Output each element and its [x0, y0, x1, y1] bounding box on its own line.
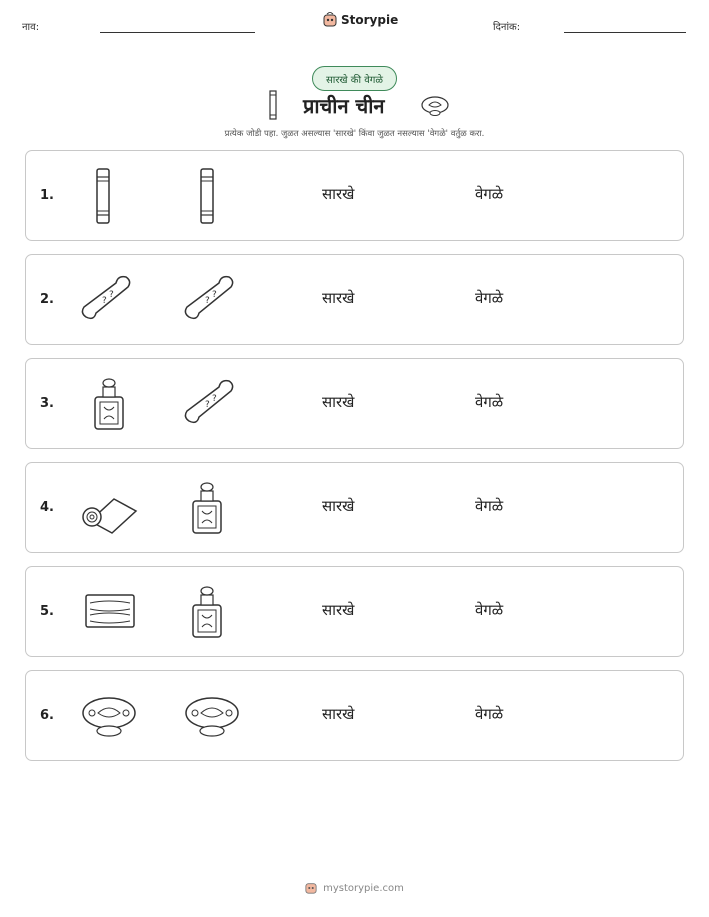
instructions: प्रत्येक जोडी पहा. जुळत असल्यास 'सारखे' किंवा जुळत नसल्यास 'वेगळे' वर्तुळ करा.	[224, 129, 485, 139]
question-number: 4.	[40, 500, 54, 515]
different-option[interactable]: वेगळे	[475, 705, 504, 723]
question-number: 3.	[40, 396, 54, 411]
same-option[interactable]: सारखे	[322, 393, 355, 411]
worksheet-tag: सारखे की वेगळे	[312, 66, 397, 91]
different-option[interactable]: वेगळे	[475, 601, 504, 619]
question-row	[25, 566, 684, 657]
different-option[interactable]: वेगळे	[475, 289, 504, 307]
question-row	[25, 254, 684, 345]
page-title: प्राचीन चीन	[303, 94, 385, 118]
perfume-bottle-icon	[176, 581, 238, 643]
perfume-bottle-icon	[78, 373, 140, 435]
different-option[interactable]: वेगळे	[475, 393, 504, 411]
question-number: 6.	[40, 708, 54, 723]
turtle-shell-icon	[420, 95, 450, 117]
same-option[interactable]: सारखे	[322, 497, 355, 515]
turtle-shell-icon	[78, 685, 140, 747]
scroll-icon	[268, 90, 278, 120]
svg-text:?: ?	[212, 394, 217, 404]
same-option[interactable]: सारखे	[322, 705, 355, 723]
storypie-mascot-icon	[323, 12, 337, 28]
svg-text:?: ?	[109, 290, 114, 300]
question-number: 5.	[40, 604, 54, 619]
brand-logo	[323, 12, 398, 28]
scroll-icon	[176, 165, 238, 227]
name-line[interactable]	[100, 32, 255, 33]
question-row	[25, 462, 684, 553]
footer	[0, 881, 709, 895]
question-row	[25, 358, 684, 449]
date-line[interactable]	[564, 32, 686, 33]
scroll-icon	[72, 165, 134, 227]
svg-text:?: ?	[212, 290, 217, 300]
wooden-tablet-icon	[78, 581, 140, 643]
turtle-shell-icon	[181, 685, 243, 747]
different-option[interactable]: वेगळे	[475, 185, 504, 203]
svg-text:?: ?	[205, 296, 210, 306]
footer-url[interactable]: mystorypie.com	[323, 882, 404, 894]
question-number: 1.	[40, 188, 54, 203]
oracle-bone-icon	[76, 269, 138, 331]
question-row	[25, 670, 684, 761]
svg-text:?: ?	[102, 296, 107, 306]
question-row	[25, 150, 684, 241]
different-option[interactable]: वेगळे	[475, 497, 504, 515]
rolled-mat-icon	[78, 477, 140, 539]
oracle-bone-icon	[179, 373, 241, 435]
date-label: दिनांक:	[493, 22, 521, 33]
same-option[interactable]: सारखे	[322, 601, 355, 619]
same-option[interactable]: सारखे	[322, 289, 355, 307]
svg-text:?: ?	[205, 400, 210, 410]
perfume-bottle-icon	[176, 477, 238, 539]
storypie-mascot-icon	[305, 881, 317, 895]
brand-name: Storypie	[341, 13, 399, 27]
oracle-bone-icon	[179, 269, 241, 331]
question-number: 2.	[40, 292, 54, 307]
name-label: नाव:	[22, 22, 40, 33]
same-option[interactable]: सारखे	[322, 185, 355, 203]
